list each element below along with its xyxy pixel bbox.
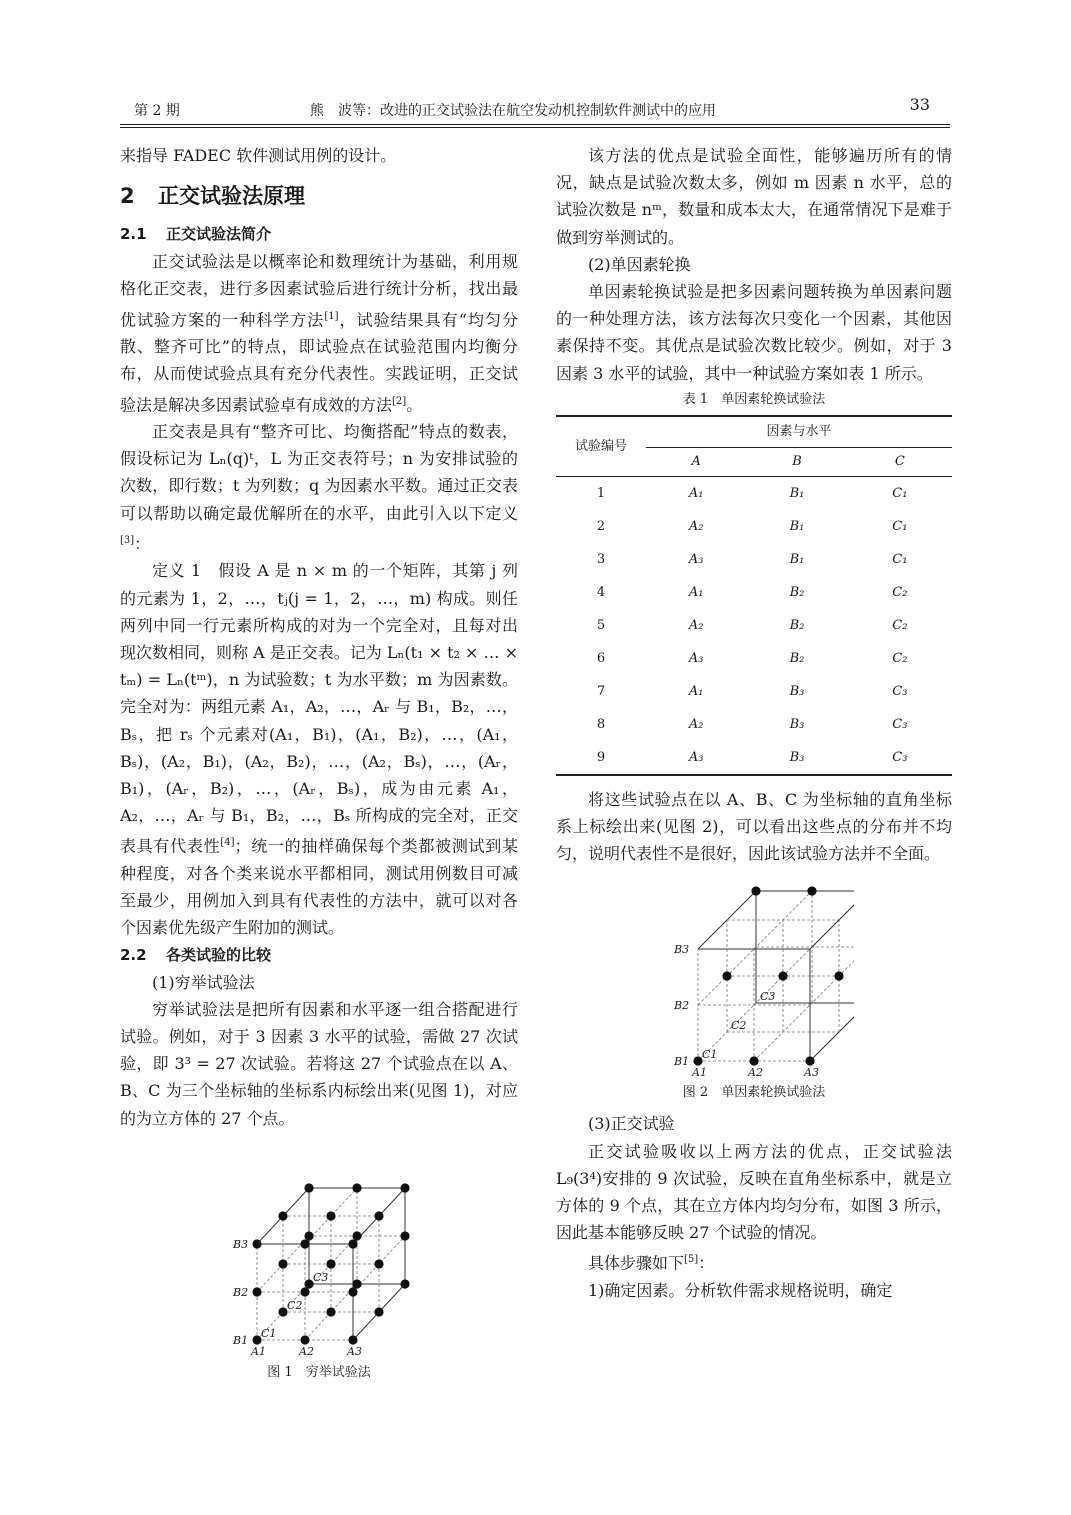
table-row [556, 543, 952, 576]
fig1-cube-diagram [219, 1142, 419, 1362]
paragraph [120, 557, 518, 941]
table-row [556, 708, 952, 741]
table-1 [556, 415, 952, 776]
table-cell-id: 7 [596, 683, 606, 699]
test-point [805, 1057, 814, 1066]
axis-label-a: A2 [299, 1344, 314, 1358]
subsection-heading [120, 942, 518, 969]
table-row [556, 576, 952, 609]
text: 定义 1 假设 A 是 n × m 的一个矩阵，其第 j 列的元素为 1，2，…，tⱼ(j = 1，2，…，m) 构成。则任两列中同一行元素所构成的对为一个完全对，且每对出现次数相同，则称 A 是正交表。记为 Lₙ(t₁ × t₂ × … × tₘ) = Lₙ(tᵐ)，n 为试验数；t 为水平数；m 为因素数。完全对为：两组元素 A₁，A₂，…，Aᵣ 与 B₁，B₂，…，Bₛ，把 rₛ 个元素对(A₁，B₁)，(A₁，B₂)，…，(A₁，Bₛ)，(A₂，B₁)，(A₂，B₂)，…，(A₂，Bₛ)，…，(Aᵣ，B₁)，(Aᵣ，B₂)，…，(Aᵣ，Bₛ)，成为由元素 A₁，A₂，…，Aᵣ 与 B₁，B₂，…，Bₛ 所构成的完全对，正交表具有代表性 [120, 561, 518, 856]
test-point [300, 1239, 309, 1248]
section-number: 2 [120, 184, 135, 209]
table-1-caption: 表 1 单因素轮换试验法 [682, 391, 826, 407]
axis-label-c: C3 [313, 1270, 329, 1284]
table-header-factor: B [746, 447, 847, 476]
test-point [326, 1307, 335, 1316]
test-point [749, 1057, 758, 1066]
axis-label-c: C1 [261, 1326, 277, 1340]
fig2-cube-diagram [654, 875, 854, 1080]
text: ： [134, 534, 151, 554]
paragraph: 来指导 FADEC 软件测试用例的设计。 [120, 146, 397, 165]
test-point [807, 887, 816, 896]
table-cell-level: B₂ [789, 584, 805, 600]
axis-label-b: B1 [674, 1055, 690, 1069]
table-row [556, 510, 952, 543]
test-point [352, 1231, 361, 1240]
running-header [120, 96, 950, 122]
paragraph: (3)正交试验 [588, 1114, 675, 1134]
test-point [374, 1307, 383, 1316]
table-cell-level: B₃ [746, 741, 847, 775]
table-header-id: 试验编号 [556, 416, 646, 477]
paragraph [120, 418, 518, 557]
text: 正交试验法是以概率论和数理统计为基础，利用规格化正交表，进行多因素试验后进行统计分析，找出最优试验方案的一种科学方法 [120, 252, 518, 329]
test-point [352, 1279, 361, 1288]
text: ；统一的抽样确保每个类都被测试到某种程度，对各个类来说水平都相同，测试用例数目可减至最少，用例加入到具有代表性的方法中，就可以对各个因素优先级产生附加的测试。 [120, 836, 518, 938]
paragraph: 1)确定因素。分析软件需求规格说明，确定 [588, 1280, 893, 1300]
table-cell-level: B₃ [789, 716, 805, 732]
test-point [252, 1287, 261, 1296]
citation: [2] [392, 395, 407, 407]
running-title: 熊 波等：改进的正交试验法在航空发动机控制软件测试中的应用 [310, 103, 716, 119]
axis-label-b: B3 [674, 943, 690, 957]
figure-2-caption: 图 2 单因素轮换试验法 [682, 1085, 826, 1101]
test-point [374, 1211, 383, 1220]
left-column [120, 142, 518, 1384]
test-point [300, 1287, 309, 1296]
table-header-group: 因素与水平 [646, 416, 952, 448]
table-cell-level: B₂ [789, 650, 805, 666]
text: ： [698, 1253, 715, 1273]
section-title: 正交试验法原理 [158, 184, 305, 209]
section-heading [120, 179, 518, 213]
text: 具体步骤如下 [588, 1253, 685, 1273]
paragraph: 正交试验吸收以上两方法的优点，正交试验法 L₉(3⁴)安排的 9 次试验，反映在直角坐标系中，就是立方体的 9 个点，其在立方体内均匀分布，如图 3 所示，因此基本能够反映 27 个试验的情况。 [556, 1141, 952, 1243]
text: 正交表是具有“整齐可比、均衡搭配”特点的数表，假设标记为 Lₙ(q)ᵗ，L 为正交表符号；n 为安排试验的次数，即行数；t 为列数；q 为因素水平数。通过正交表可以帮助以确定最优解所在的水平，由此引入以下定义 [120, 422, 518, 523]
subsection-number: 2.1 [120, 225, 147, 244]
axis-label-a: A2 [748, 1066, 763, 1080]
subsection-heading [120, 221, 518, 248]
table-cell-level: C₃ [848, 741, 952, 775]
paragraph [120, 248, 518, 418]
citation: [1] [324, 310, 339, 322]
axis-label-c: C2 [287, 1298, 303, 1312]
test-point [326, 1211, 335, 1220]
axis-label-a: A1 [251, 1344, 266, 1358]
axis-label-c: C2 [731, 1019, 747, 1033]
axis-label-c: C3 [760, 990, 776, 1004]
table-cell-level: C₁ [892, 518, 908, 534]
citation: [3] [120, 534, 135, 546]
test-point [778, 972, 787, 981]
table-cell-id: 9 [556, 741, 646, 775]
axis-label-b: B2 [674, 999, 690, 1013]
table-cell-level: B₁ [789, 518, 805, 534]
table-cell-id: 8 [596, 716, 606, 732]
subsection-title: 各类试验的比较 [166, 945, 272, 964]
table-row [556, 642, 952, 675]
axis-label-a: A3 [347, 1344, 362, 1358]
table-row [556, 476, 952, 510]
table-cell-id: 2 [596, 518, 606, 534]
table-cell-level: A₃ [688, 551, 704, 567]
axis-label-b: B3 [233, 1237, 249, 1251]
test-point [348, 1287, 357, 1296]
table-cell-level: C₂ [892, 650, 908, 666]
table-cell-level: A₃ [688, 650, 704, 666]
table-cell-level: B₁ [789, 485, 805, 501]
table-row [556, 675, 952, 708]
paragraph: 该方法的优点是试验全面性，能够遍历所有的情况，缺点是试验次数太多，例如 m 因素 n 水平，总的试验次数是 nᵐ，数量和成本太大，在通常情况下是难于做到穷举测试的。 [556, 146, 952, 247]
table-cell-level: B₃ [789, 683, 805, 699]
paragraph: (2)单因素轮换 [588, 254, 691, 274]
test-point [326, 1259, 335, 1268]
paragraph [556, 1246, 952, 1277]
table-cell-level: C₃ [892, 683, 908, 699]
table-cell-level: C₂ [892, 617, 908, 633]
axis-label-c: C1 [702, 1048, 718, 1062]
figure-1 [219, 1142, 419, 1362]
table-cell-id: 1 [596, 485, 606, 501]
test-point [304, 1231, 313, 1240]
test-point [722, 972, 731, 981]
table-header-factor: C [848, 447, 952, 476]
test-point [400, 1183, 409, 1192]
table-cell-level: C₁ [892, 551, 908, 567]
table-row [556, 741, 952, 775]
table-cell-id: 6 [596, 650, 606, 666]
test-point [834, 972, 843, 981]
test-point [352, 1183, 361, 1192]
text: 。 [406, 394, 423, 414]
test-point [304, 1183, 313, 1192]
table-cell-level: C₁ [892, 485, 908, 501]
test-point [400, 1279, 409, 1288]
table-cell-id: 5 [596, 617, 606, 633]
citation: [5] [684, 1254, 699, 1266]
test-point [348, 1239, 357, 1248]
table-cell-level: A₂ [688, 518, 704, 534]
axis-label-b: B2 [233, 1285, 249, 1299]
axis-label-a: A3 [804, 1066, 819, 1080]
table-cell-level: A₁ [688, 485, 704, 501]
axis-label-b: B1 [233, 1333, 249, 1347]
test-point [400, 1231, 409, 1240]
subsection-title: 正交试验法简介 [166, 225, 272, 244]
table-cell-level: A₂ [688, 617, 704, 633]
header-rule-2 [120, 127, 950, 128]
table-cell-level: A₃ [646, 741, 746, 775]
subsection-number: 2.2 [120, 945, 147, 964]
test-point [278, 1211, 287, 1220]
page-number: 33 [909, 95, 930, 114]
paragraph: 穷举试验法是把所有因素和水平逐一组合搭配进行试验。例如，对于 3 因素 3 水平的试验，需做 27 次试验，即 3³ = 27 次试验。若将这 27 个试验点在以 A、B、C 为三个坐标轴的坐标系内标绘出来(见图 1)，对应的为立方体的 27 个点。 [120, 999, 518, 1128]
table-cell-level: B₁ [789, 551, 805, 567]
test-point [300, 1335, 309, 1344]
test-point [751, 887, 760, 896]
test-point [374, 1259, 383, 1268]
table-cell-level: C₂ [892, 584, 908, 600]
table-cell-level: B₂ [789, 617, 805, 633]
paragraph: 将这些试验点在以 A、B、C 为坐标轴的直角坐标系上标绘出来(见图 2)，可以看出这些点的分布并不均匀，说明代表性不是很好，因此该试验方法并不全面。 [556, 789, 952, 864]
right-column [556, 142, 952, 1304]
table-cell-level: C₃ [892, 716, 908, 732]
table-cell-level: A₁ [688, 683, 704, 699]
test-point [348, 1335, 357, 1344]
issue-label: 第 2 期 [134, 103, 180, 119]
paragraph: (1)穷举试验法 [152, 972, 255, 992]
citation: [4] [220, 837, 235, 849]
table-cell-level: A₂ [688, 716, 704, 732]
test-point [278, 1259, 287, 1268]
text: ，试验结果具有“均匀分散、整齐可比”的特点，即试验点在试验范围内均衡分布，从而使试验点具有充分代表性。实践证明，正交试验法是解决多因素试验卓有成效的方法 [120, 309, 518, 414]
paragraph: 单因素轮换试验是把多因素问题转换为单因素问题的一种处理方法，该方法每次只变化一个因素，其他因素保持不变。其优点是试验次数比较少。例如，对于 3 因素 3 水平的试验，其中一种试验方案如表 1 所示。 [556, 282, 952, 383]
table-header-factor: A [646, 447, 746, 476]
test-point [252, 1239, 261, 1248]
table-cell-level: A₁ [688, 584, 704, 600]
header-rule [120, 124, 950, 125]
table-cell-id: 3 [596, 551, 606, 567]
figure-1-caption: 图 1 穷举试验法 [267, 1364, 371, 1380]
axis-label-a: A1 [692, 1066, 707, 1080]
figure-2 [654, 875, 854, 1080]
table-cell-id: 4 [596, 584, 606, 600]
table-row [556, 609, 952, 642]
